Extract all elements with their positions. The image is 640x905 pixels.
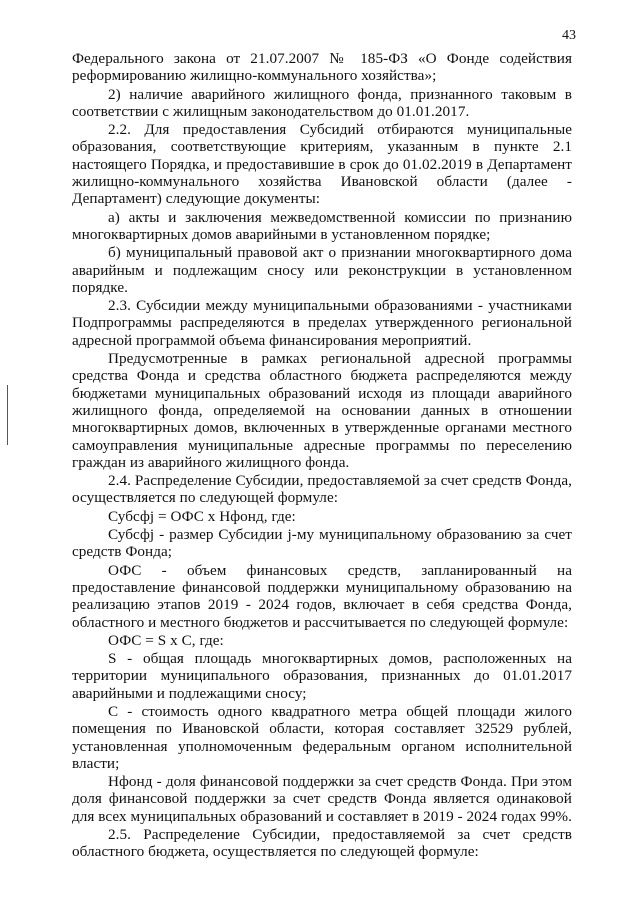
paragraph-2-2: 2.2. Для предоставления Субсидий отбираются муниципальные образования, соответствующие критериям, указанным в пункте 2.1 настоящего Порядка, и предоставившие в срок до 01.02.2019 в Департамент жилищно-коммунального хозяйства Ивановской области (далее - Департамент) следующие документы: xyxy=(72,121,572,208)
definition-s: S - общая площадь многоквартирных домов, расположенных на территории муниципального образования, признанных до 01.01.2017 аварийными и подлежащими сносу; xyxy=(72,650,572,702)
scan-edge-mark xyxy=(7,385,8,445)
formula-ofs: ОФС = S х С, где: xyxy=(108,631,224,649)
paragraph-2-4: 2.4. Распределение Субсидии, предоставляемой за счет средств Фонда, осуществляется по следующей формуле: xyxy=(72,472,572,507)
formula-subsidy-fund: Субсфj = ОФС х Нфонд, где: xyxy=(108,507,296,525)
definition-c: С - стоимость одного квадратного метра общей площади жилого помещения по Ивановской области, которая составляет 32529 рублей, установленная уполномоченным федеральным органом исполнительной власти; xyxy=(72,702,572,772)
document-body xyxy=(72,50,572,862)
paragraph-criterion-2: 2) наличие аварийного жилищного фонда, признанного таковым в соответствии с жилищным законодательством до 01.01.2017. xyxy=(72,85,572,120)
paragraph-fz-reference: Федерального закона от 21.07.2007 № 185-ФЗ «О Фонде содействия реформированию жилищно-коммунального хозяйства»; xyxy=(72,50,572,85)
definition-ofs: ОФС - объем финансовых средств, запланированный на предоставление финансовой поддержки муниципальному образованию на реализацию этапов 2019 - 2024 годов, включает в себя средства Фонда, областного и местного бюджетов и рассчитывается по следующей формуле: xyxy=(72,561,572,631)
paragraph-2-3: 2.3. Субсидии между муниципальными образованиями - участниками Подпрограммы распределяются в пределах утвержденного региональной адресной программой объема финансирования мероприятий. xyxy=(72,297,572,349)
paragraph-doc-b: б) муниципальный правовой акт о признании многоквартирного дома аварийным и подлежащим сносу или реконструкции в установленном порядке. xyxy=(72,244,572,296)
definition-nfond: Нфонд - доля финансовой поддержки за счет средств Фонда. При этом доля финансовой поддержки за счет средств Фонда является одинаковой для всех муниципальных образований и составляет в 2019 - 2024 годах 99%. xyxy=(72,773,572,825)
page-number: 43 xyxy=(562,28,576,43)
paragraph-2-5: 2.5. Распределение Субсидии, предоставляемой за счет средств областного бюджета, осуществляется по следующей формуле: xyxy=(72,826,572,861)
paragraph-distribution: Предусмотренные в рамках региональной адресной программы средства Фонда и средства областного бюджета распределяются между бюджетами муниципальных образований исходя из площади аварийного жилищного фонда, определяемой на основании данных в отношении многоквартирных домов, включенных в утвержденные органами местного самоуправления муниципальные адресные программы по переселению граждан из аварийного жилищного фонда. xyxy=(72,350,572,471)
paragraph-doc-a: а) акты и заключения межведомственной комиссии по признанию многоквартирных домов аварийными в установленном порядке; xyxy=(72,208,572,243)
definition-subsfj: Субсфj - размер Субсидии j-му муниципальному образованию за счет средств Фонда; xyxy=(72,526,572,561)
